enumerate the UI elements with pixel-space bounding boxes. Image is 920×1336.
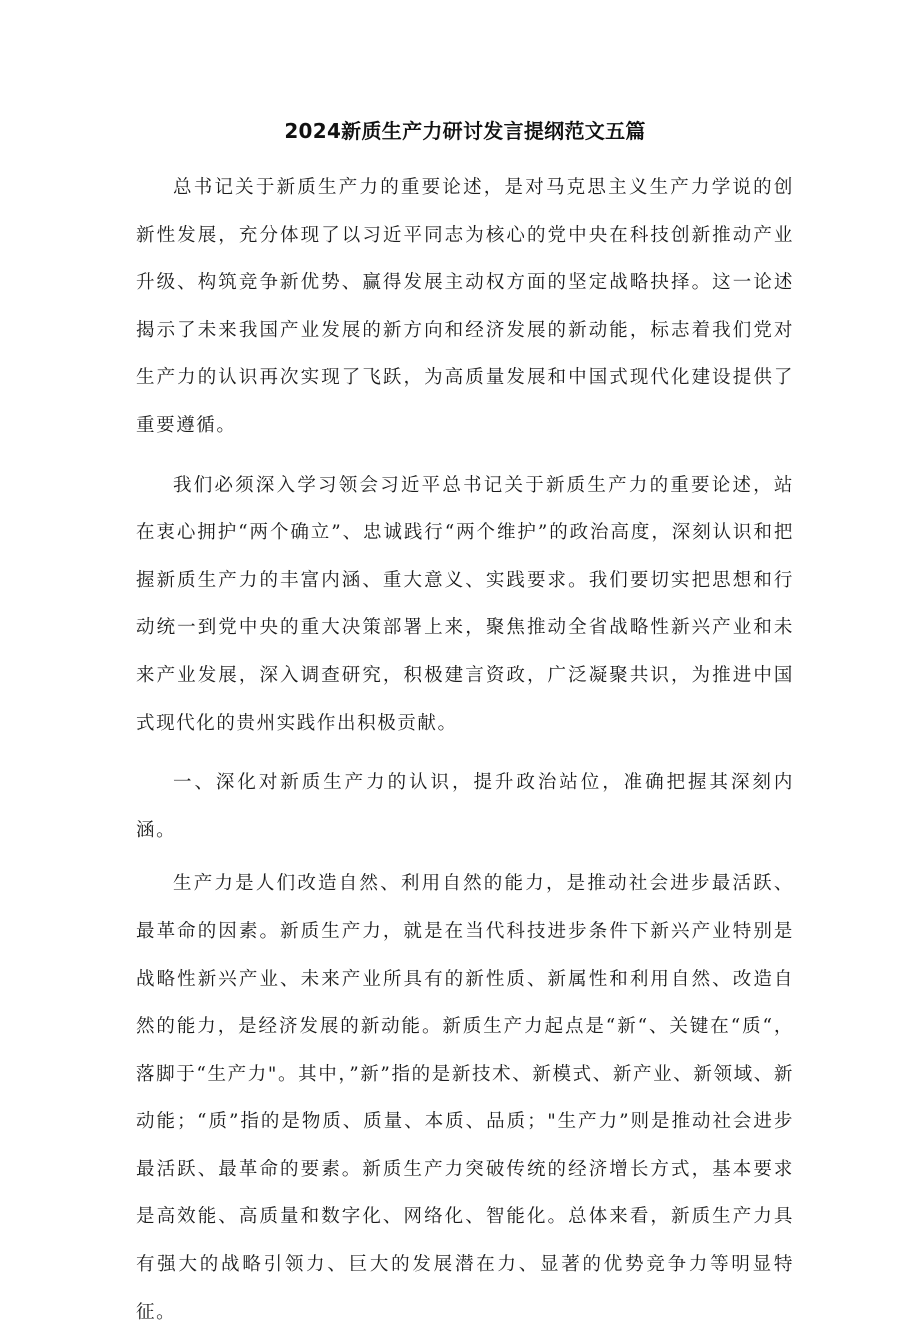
- paragraph-definition: 生产力是人们改造自然、利用自然的能力，是推动社会进步最活跃、最革命的因素。新质生产力，就是在当代科技进步条件下新兴产业特别是战略性新兴产业、未来产业所具有的新性质、新属性和利用自然、改造自然的能力，是经济发展的新动能。新质生产力起点是“新“、关键在“质“，落脚于“生产力"。其中，”新”指的是新技术、新模式、新产业、新领域、新动能；“质”指的是物质、质量、本质、品质；"生产力”则是推动社会进步最活跃、最革命的要素。新质生产力突破传统的经济增长方式，基本要求是高效能、高质量和数字化、网络化、智能化。总体来看，新质生产力具有强大的战略引领力、巨大的发展潜在力、显著的优势竞争力等明显特征。: [136, 873, 794, 1323]
- paragraph-study: 我们必须深入学习领会习近平总书记关于新质生产力的重要论述，站在衷心拥护“两个确立”、忠诚践行“两个维护”的政治高度，深刻认识和把握新质生产力的丰富内涵、重大意义、实践要求。我们要切实把思想和行动统一到党中央的重大决策部署上来，聚焦推动全省战略性新兴产业和未来产业发展，深入调查研究，积极建言资政，广泛凝聚共识，为推进中国式现代化的贵州实践作出积极贡献。: [136, 474, 794, 734]
- section-heading-1: 一、深化对新质生产力的认识，提升政治站位，准确把握其深刻内涵。: [136, 772, 794, 841]
- document-title: 2024新质生产力研讨发言提纲范文五篇: [284, 119, 646, 143]
- paragraph-intro: 总书记关于新质生产力的重要论述，是对马克思主义生产力学说的创新性发展，充分体现了以习近平同志为核心的党中央在科技创新推动产业升级、构筑竞争新优势、赢得发展主动权方面的坚定战略抉择。这一论述揭示了未来我国产业发展的新方向和经济发展的新动能，标志着我们党对生产力的认识再次实现了飞跃，为高质量发展和中国式现代化建设提供了重要遵循。: [136, 177, 794, 436]
